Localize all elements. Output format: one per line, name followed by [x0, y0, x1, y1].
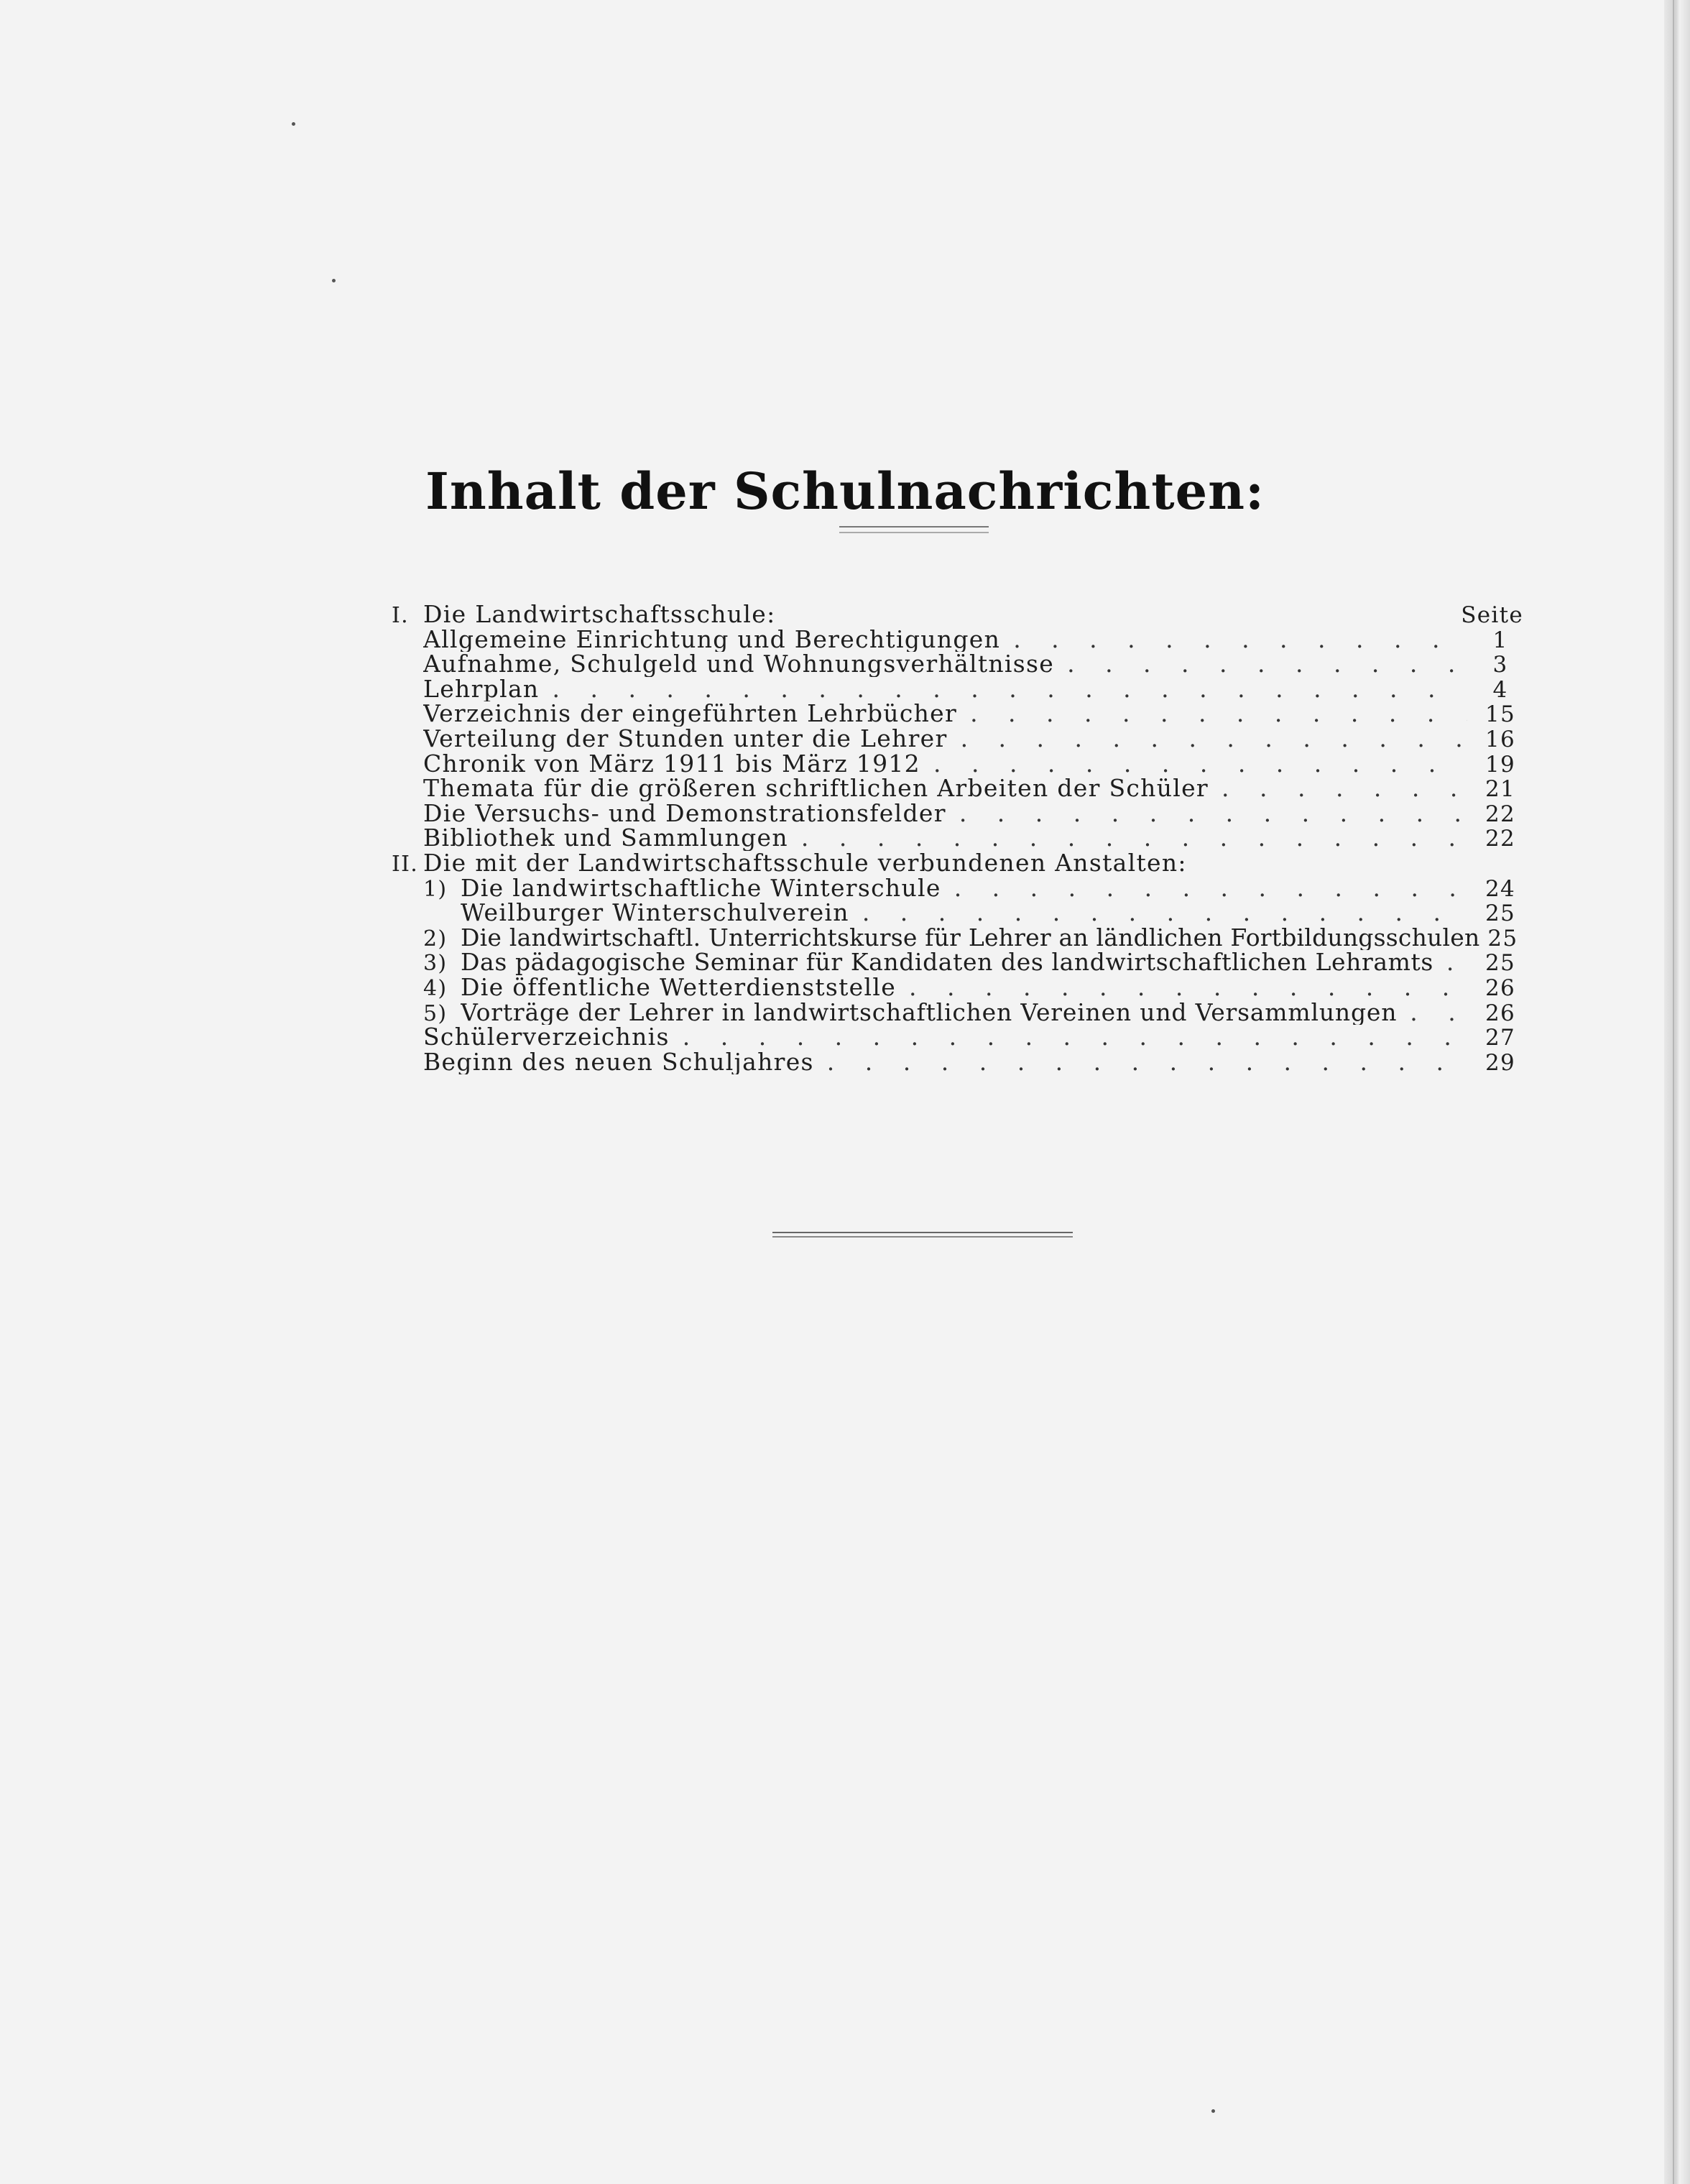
toc-entry-number: 5) — [423, 1000, 448, 1026]
dot-leader — [961, 727, 1467, 752]
toc-entry-number: 4) — [423, 975, 448, 1001]
page-column-header: Seite — [1461, 602, 1523, 628]
dot-leader — [1067, 652, 1467, 677]
toc-entry-page: 26 — [1484, 1000, 1516, 1026]
toc-entry — [392, 1050, 1523, 1075]
page-title: Inhalt der Schulnachrichten: — [425, 461, 1265, 521]
toc-entry-label: Die öffentliche Wetterdienststelle — [461, 974, 897, 1000]
toc-entry-label: Allgemeine Einrichtung und Berechtigungen — [423, 627, 1001, 653]
toc-entry — [392, 776, 1523, 801]
toc-entry — [392, 826, 1523, 851]
dot-leader — [1222, 776, 1467, 801]
page-edge — [1664, 0, 1690, 2184]
dot-leader — [862, 900, 1467, 926]
dot-leader — [552, 677, 1467, 702]
toc-entry-page: 24 — [1484, 875, 1516, 902]
toc-entry-label: Weilburger Winterschulverein — [461, 900, 849, 926]
toc-entry-label: Aufnahme, Schulgeld und Wohnungsverhältnisse — [423, 652, 1055, 677]
toc-entry — [392, 652, 1523, 677]
section-number: II. — [392, 851, 419, 877]
toc-entry — [392, 926, 1523, 951]
toc-entry-page: 16 — [1484, 726, 1516, 752]
paper-speck — [1211, 2109, 1215, 2113]
table-of-contents — [392, 602, 1523, 1074]
section-heading-row — [392, 602, 1523, 627]
section-heading: Die mit der Landwirtschaftsschule verbundenen Anstalten: — [423, 850, 1187, 876]
toc-entry-number: 3) — [423, 951, 448, 977]
toc-entry-number: 2) — [423, 926, 448, 952]
dot-leader — [683, 1025, 1467, 1050]
toc-entry — [392, 975, 1523, 1000]
toc-entry-page: 21 — [1484, 776, 1516, 803]
toc-entry-label: Chronik von März 1911 bis März 1912 — [423, 751, 920, 777]
toc-entry-page: 22 — [1484, 826, 1516, 852]
toc-entry-label: Verzeichnis der eingeführten Lehrbücher — [423, 701, 958, 727]
dot-leader — [909, 975, 1467, 1000]
toc-entry — [392, 627, 1523, 653]
page-edge-line — [1673, 0, 1674, 2184]
toc-entry-label: Vorträge der Lehrer in landwirtschaftlichen Vereinen und Versammlungen — [461, 1000, 1398, 1026]
toc-entry-label: Bibliothek und Sammlungen — [423, 826, 788, 851]
title-rule — [839, 526, 989, 527]
toc-entry-label: Beginn des neuen Schuljahres — [423, 1049, 814, 1075]
toc-entry-label: Die landwirtschaftliche Winterschule — [461, 875, 941, 901]
toc-entry-page: 29 — [1484, 1049, 1516, 1076]
toc-entry — [392, 801, 1523, 826]
toc-entry — [392, 950, 1523, 975]
section-heading-row — [392, 851, 1523, 876]
title-rule-thin — [839, 532, 989, 533]
toc-entry-page: 15 — [1484, 701, 1516, 728]
toc-entry-page: 26 — [1484, 974, 1516, 1001]
toc-entry — [392, 1025, 1523, 1050]
dot-leader — [827, 1050, 1467, 1075]
closing-rule — [772, 1232, 1073, 1238]
toc-entry-number: 1) — [423, 876, 448, 902]
dot-leader — [954, 876, 1467, 901]
toc-entry — [392, 900, 1523, 926]
toc-entry — [392, 701, 1523, 727]
toc-entry-label: Schülerverzeichnis — [423, 1025, 670, 1050]
toc-entry — [392, 876, 1523, 901]
toc-entry-label: Verteilung der Stunden unter die Lehrer — [423, 726, 948, 752]
toc-entry — [392, 677, 1523, 702]
dot-leader — [1410, 1000, 1467, 1026]
dot-leader — [1446, 950, 1467, 975]
dot-leader — [801, 826, 1467, 851]
toc-entry-page: 25 — [1487, 925, 1518, 952]
toc-entry-label: Lehrplan — [423, 676, 540, 702]
toc-entry-page: 27 — [1484, 1025, 1516, 1051]
toc-entry-page: 4 — [1492, 676, 1508, 703]
toc-entry-page: 19 — [1484, 751, 1516, 778]
toc-entry-page: 1 — [1492, 627, 1508, 653]
toc-entry — [392, 752, 1523, 777]
toc-entry-page: 25 — [1484, 900, 1516, 927]
toc-entry-page: 3 — [1492, 652, 1508, 678]
toc-entry-label: Die landwirtschaftl. Unterrichtskurse für Lehrer an ländlichen Fortbildungsschulen — [461, 925, 1480, 951]
toc-entry — [392, 1000, 1523, 1026]
toc-entry-page: 25 — [1484, 950, 1516, 977]
toc-entry-label: Die Versuchs- und Demonstrationsfelder — [423, 801, 946, 826]
dot-leader — [970, 701, 1467, 727]
section-number: I. — [392, 603, 409, 628]
toc-entry-page: 22 — [1484, 801, 1516, 827]
dot-leader — [959, 801, 1467, 826]
dot-leader — [933, 752, 1467, 777]
dot-leader — [1013, 627, 1467, 653]
paper-speck — [292, 122, 295, 126]
toc-entry — [392, 727, 1523, 752]
toc-entry-label: Das pädagogische Seminar für Kandidaten des landwirtschaftlichen Lehramts — [461, 950, 1433, 975]
section-heading: Die Landwirtschaftsschule: — [423, 602, 776, 627]
paper-speck — [332, 279, 336, 282]
toc-entry-label: Themata für die größeren schriftlichen Arbeiten der Schüler — [423, 776, 1209, 801]
